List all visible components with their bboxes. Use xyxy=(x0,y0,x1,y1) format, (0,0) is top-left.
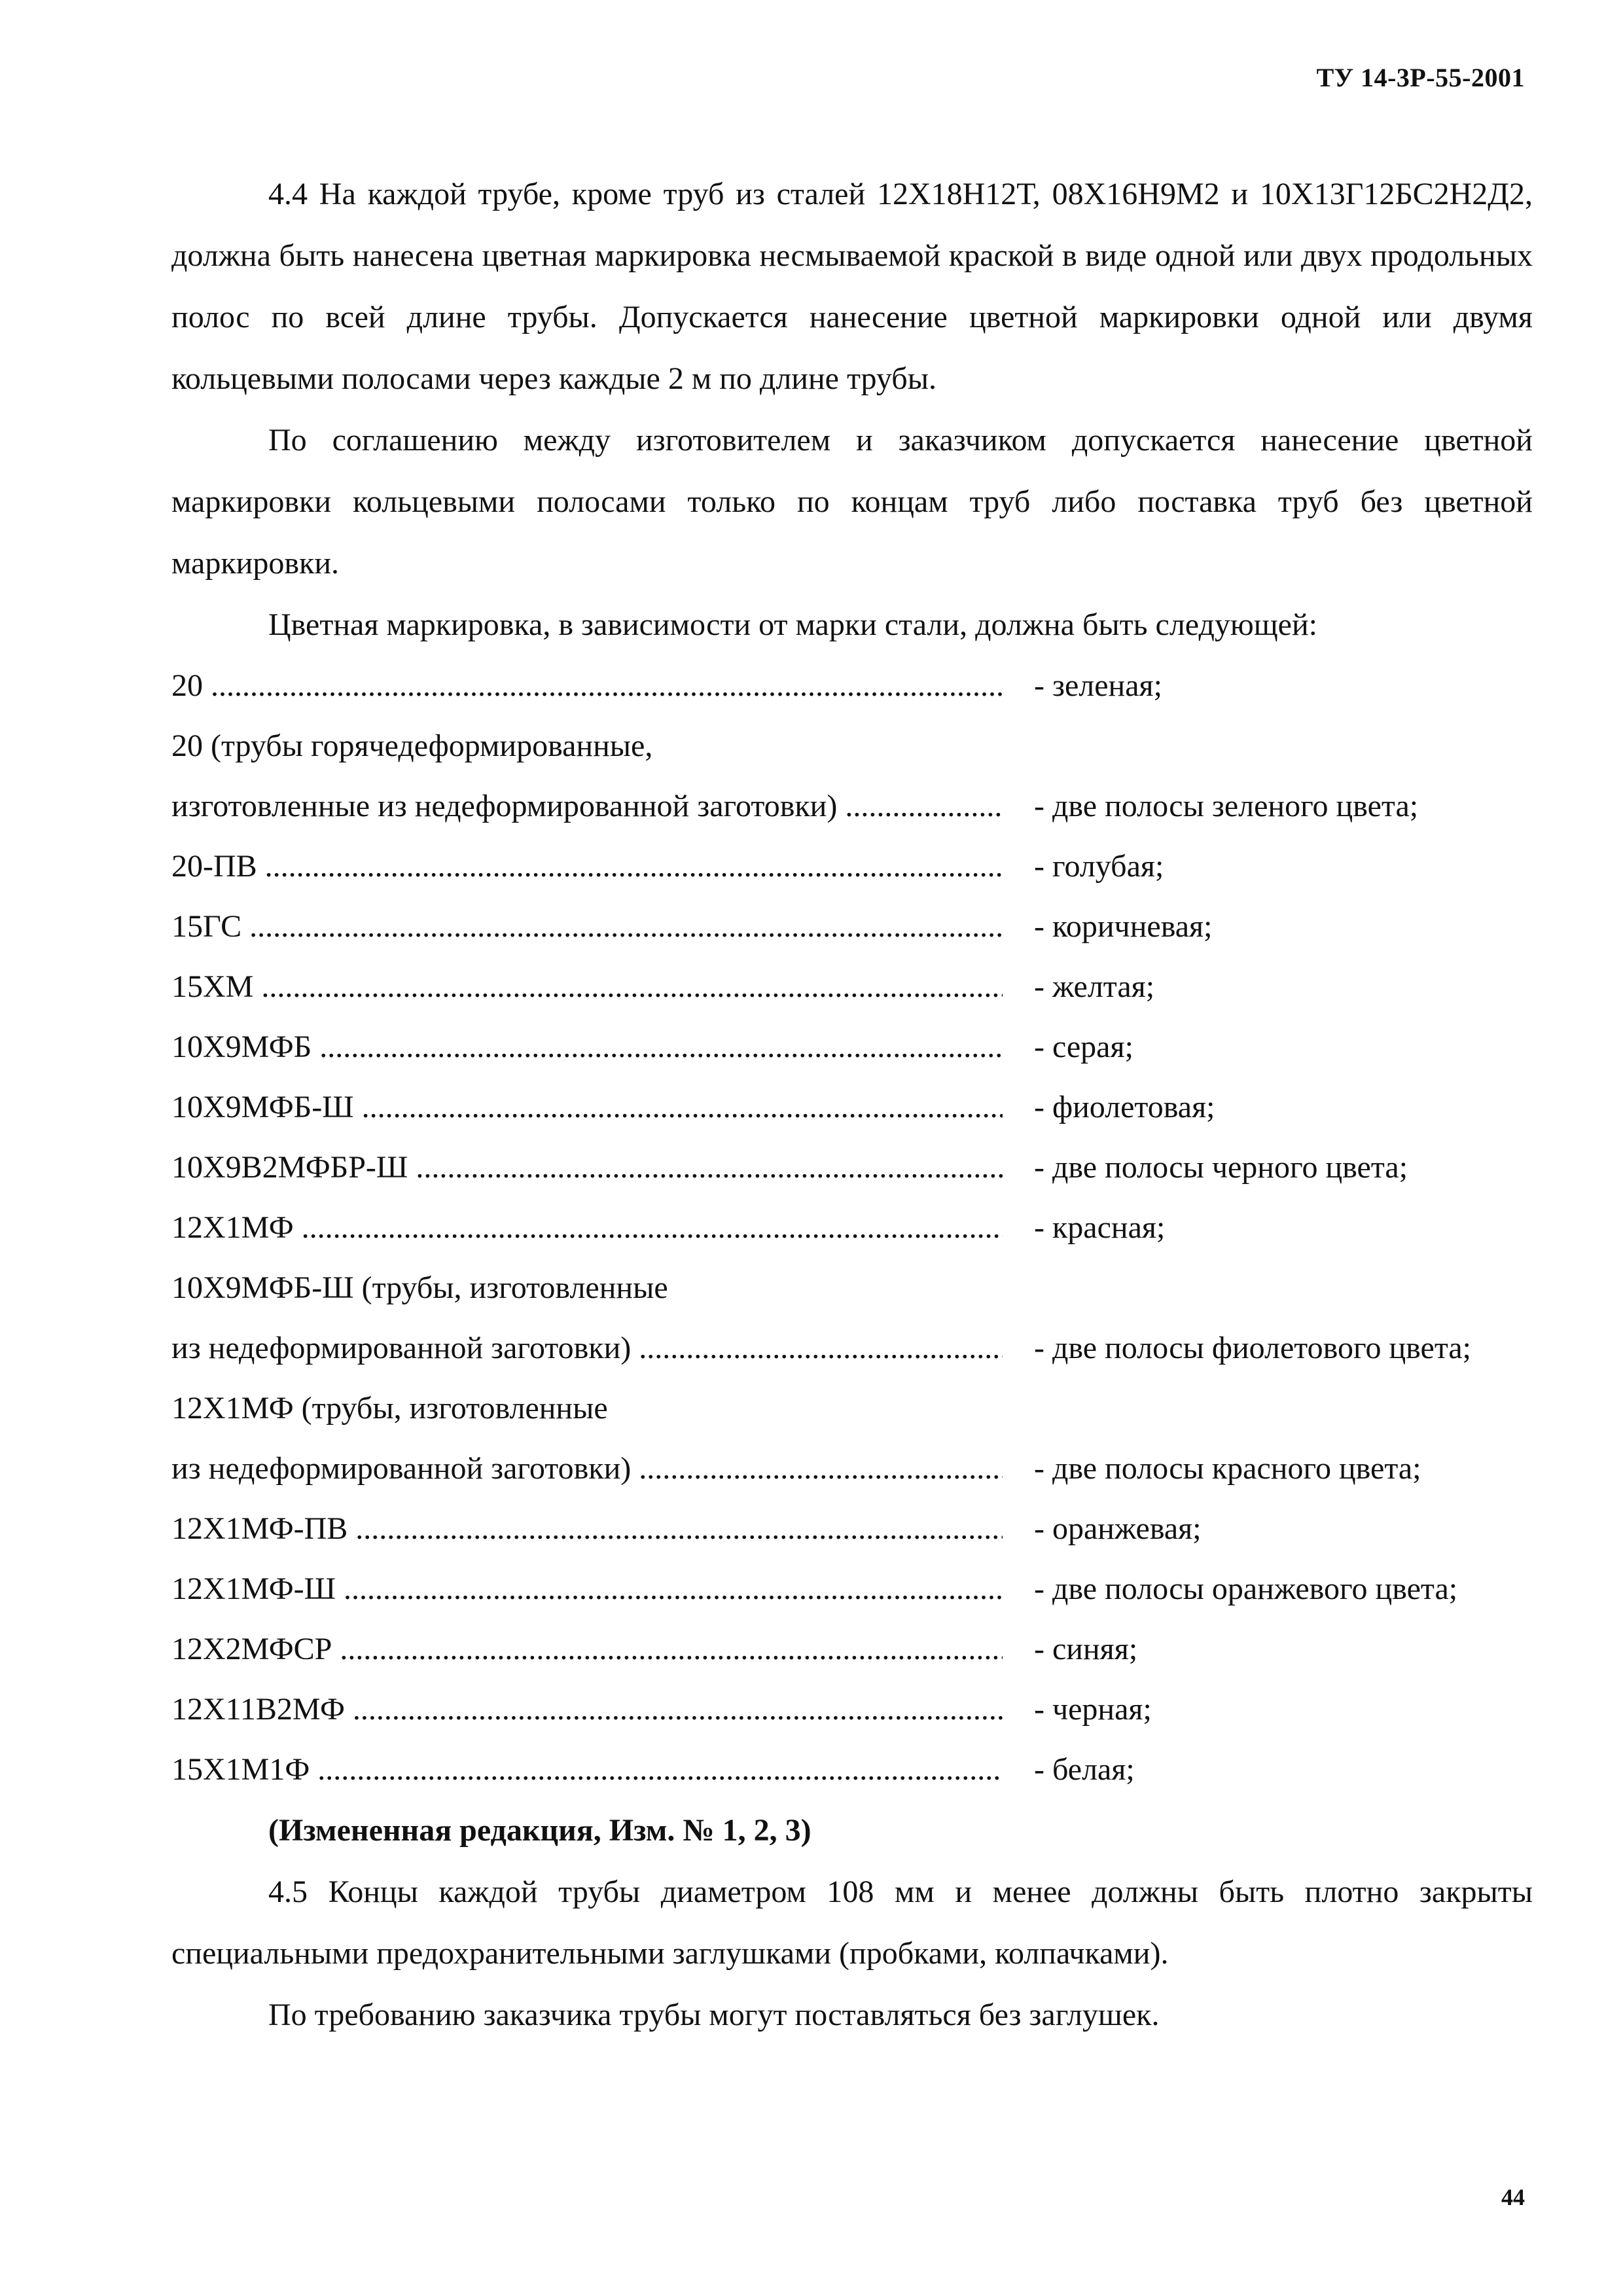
steel-grade: 15Х1М1Ф ..... xyxy=(171,1740,1003,1800)
list-item xyxy=(171,897,1533,957)
steel-grade: 10Х9МФБ-Ш (трубы, изготовленные xyxy=(171,1270,668,1305)
list-item xyxy=(171,1559,1533,1619)
marking-color: - две полосы красного цвета; xyxy=(1034,1451,1421,1486)
steel-grade: 12Х1МФ-ПВ ..... xyxy=(171,1499,1003,1559)
list-item xyxy=(171,1077,1533,1138)
marking-color: - две полосы зеленого цвета; xyxy=(1034,789,1419,823)
steel-grade: 15ГС ..... xyxy=(171,897,1003,957)
marking-color: - коричневая; xyxy=(1034,909,1213,944)
marking-color: - две полосы оранжевого цвета; xyxy=(1034,1571,1458,1606)
marking-color: - зеленая; xyxy=(1034,668,1162,703)
steel-grade: 12Х2МФСР ..... xyxy=(171,1619,1003,1679)
document-code-header: ТУ 14-3Р-55-2001 xyxy=(1316,63,1525,92)
list-item xyxy=(171,1679,1533,1740)
page-number: 44 xyxy=(1501,2184,1525,2210)
marking-color: - серая; xyxy=(1034,1030,1133,1064)
steel-grade: 10Х9МФБ ..... xyxy=(171,1017,1003,1077)
page-body xyxy=(171,164,1533,2046)
steel-grade: 12Х11В2МФ ..... xyxy=(171,1679,1003,1740)
color-marking-list xyxy=(171,656,1533,1800)
paragraph-4-4-intro: 4.4 На каждой трубе, кроме труб из сталей 12Х18Н12Т, 08Х16Н9М2 и 10Х13Г12БС2Н2Д2, должна быть нанесена цветная маркировка несмываемой краской в виде одной или двух продольных полос по всей длине трубы. Допускается нанесение цветной маркировки одной или двумя кольцевыми полосами через каждые 2 м по длине трубы. xyxy=(171,177,1533,396)
marking-color: - белая; xyxy=(1034,1752,1135,1787)
list-item xyxy=(171,1740,1533,1800)
paragraph-marking-lead: Цветная маркировка, в зависимости от марки стали, должна быть следующей: xyxy=(268,607,1318,642)
list-item xyxy=(171,1017,1533,1077)
list-item xyxy=(171,1258,1533,1318)
paragraph-without-plugs: По требованию заказчика трубы могут поставляться без заглушек. xyxy=(268,1998,1160,2032)
list-item xyxy=(171,1138,1533,1198)
marking-color: - синяя; xyxy=(1034,1632,1138,1666)
list-item xyxy=(171,1378,1533,1439)
paragraph-4-5: 4.5 Концы каждой трубы диаметром 108 мм и менее должны быть плотно закрыты специальными предохранительными заглушками (пробками, колпачками). xyxy=(171,1874,1533,1971)
list-item xyxy=(171,957,1533,1017)
list-item xyxy=(171,1619,1533,1679)
steel-grade: 20 (трубы горячедеформированные, xyxy=(171,728,653,763)
marking-color: - две полосы черного цвета; xyxy=(1034,1150,1408,1185)
steel-grade: 12Х1МФ ..... xyxy=(171,1198,1003,1258)
list-item xyxy=(171,1318,1533,1378)
marking-color: - две полосы фиолетового цвета; xyxy=(1034,1331,1472,1365)
list-item xyxy=(171,716,1533,776)
marking-color: - черная; xyxy=(1034,1692,1152,1727)
steel-grade: 12Х1МФ (трубы, изготовленные xyxy=(171,1391,608,1426)
steel-grade: изготовленные из недеформированной заготовки) ..... xyxy=(171,776,1003,836)
steel-grade: 15ХМ ..... xyxy=(171,957,1003,1017)
list-item xyxy=(171,776,1533,836)
steel-grade: из недеформированной заготовки) ..... xyxy=(171,1439,1003,1499)
marking-color: - желтая; xyxy=(1034,969,1155,1004)
list-item xyxy=(171,1499,1533,1559)
revision-note: (Измененная редакция, Изм. № 1, 2, 3) xyxy=(268,1813,812,1848)
list-item xyxy=(171,836,1533,897)
steel-grade: 20 ..... xyxy=(171,656,1003,716)
steel-grade: 20-ПВ ..... xyxy=(171,836,1003,897)
steel-grade: из недеформированной заготовки) ..... xyxy=(171,1318,1003,1378)
list-item xyxy=(171,1198,1533,1258)
marking-color: - оранжевая; xyxy=(1034,1511,1202,1546)
steel-grade: 10Х9МФБ-Ш ..... xyxy=(171,1077,1003,1138)
list-item xyxy=(171,1439,1533,1499)
marking-color: - фиолетовая; xyxy=(1034,1090,1215,1124)
marking-color: - красная; xyxy=(1034,1210,1166,1245)
paragraph-agreement: По соглашению между изготовителем и заказчиком допускается нанесение цветной маркировки кольцевыми полосами только по концам труб либо поставка труб без цветной маркировки. xyxy=(171,423,1533,581)
steel-grade: 12Х1МФ-Ш ..... xyxy=(171,1559,1003,1619)
marking-color: - голубая; xyxy=(1034,849,1164,884)
list-item xyxy=(171,656,1533,716)
steel-grade: 10Х9В2МФБР-Ш ..... xyxy=(171,1138,1003,1198)
